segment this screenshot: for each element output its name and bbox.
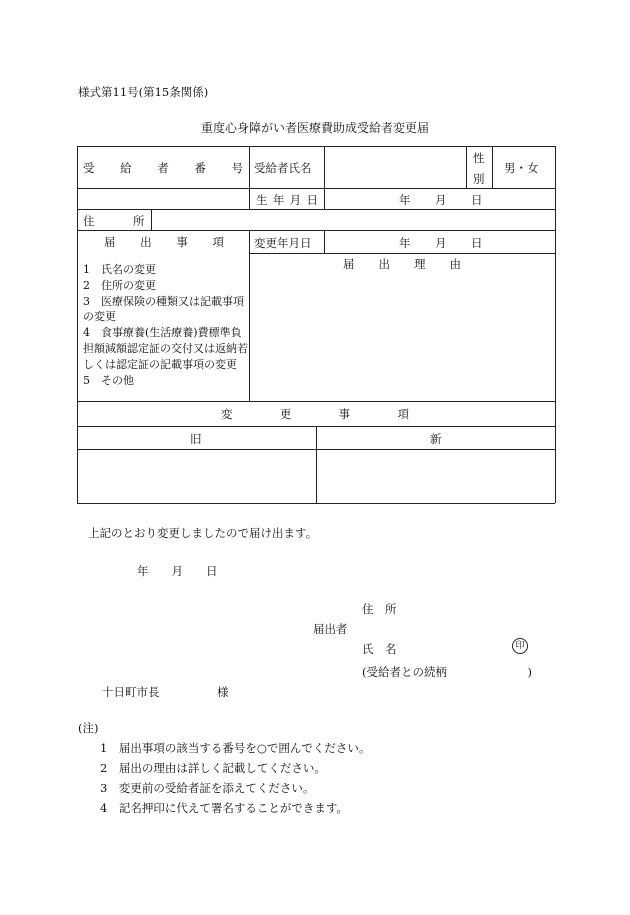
sex-label-bottom: 別 (473, 172, 485, 186)
reason-label (343, 256, 461, 272)
label-char: 生 (256, 193, 268, 207)
applicant-name: 氏 名 (362, 642, 397, 656)
table-line (324, 146, 325, 209)
label-char: 出 (378, 257, 390, 271)
label-char: 出 (140, 235, 152, 249)
table-border-left (77, 146, 78, 503)
table-line (249, 253, 555, 254)
change-date-month: 月 (435, 236, 447, 250)
submission-date: 年 月 日 (137, 564, 218, 578)
label-char: 受 (83, 161, 95, 175)
table-line (492, 146, 493, 188)
change-date-label: 変更年月日 (254, 236, 312, 250)
table-line (324, 230, 325, 253)
table-line (466, 146, 467, 188)
notification-items-list (83, 262, 248, 388)
table-border-top (77, 146, 555, 147)
label-char: 由 (449, 257, 461, 271)
table-line (77, 401, 555, 402)
note-item: 4 記名押印に代えて署名することができます。 (100, 801, 348, 815)
list-item[interactable]: 3 医療保険の種類又は記載事項の変更 (83, 294, 244, 324)
label-char: 届 (343, 257, 355, 271)
table-line (151, 209, 152, 230)
new-label: 新 (430, 432, 442, 446)
addressee: 十日町市長 様 (102, 685, 229, 699)
table-line (77, 209, 555, 210)
applicant-address: 住 所 (362, 602, 397, 616)
note-item: 3 変更前の受給者証を添えてください。 (100, 781, 315, 795)
list-item[interactable]: 5 その他 (83, 373, 134, 387)
label-char: 届 (104, 235, 116, 249)
label-char: 変 (221, 407, 233, 421)
applicant-label: 届出者 (313, 622, 348, 636)
label-char: 事 (176, 235, 188, 249)
changes-label (221, 406, 409, 422)
notification-items-label (104, 234, 224, 250)
change-date-day: 日 (471, 236, 483, 250)
relation-to-recipient: (受給者との続柄 ) (362, 665, 532, 679)
birthdate-month: 月 (435, 193, 447, 207)
label-char: 項 (397, 407, 409, 421)
label-char: 給 (120, 161, 132, 175)
birthdate-label (256, 192, 318, 208)
recipient-name-label: 受給者氏名 (254, 161, 312, 175)
label-char: 番 (194, 161, 206, 175)
table-line (249, 146, 250, 209)
label-char: 日 (306, 193, 318, 207)
table-border-bottom (77, 503, 555, 504)
notes-heading: (注) (78, 721, 99, 735)
note-item: 2 届出の理由は詳しく記載してください。 (100, 761, 326, 775)
sex-value: 男・女 (504, 161, 539, 175)
old-label: 旧 (190, 432, 202, 446)
label-char: 年 (272, 193, 285, 207)
address-label-1: 住 (83, 214, 95, 228)
table-line (316, 426, 317, 503)
label-char: 月 (289, 193, 302, 207)
birthdate-day: 日 (471, 193, 483, 207)
list-item[interactable]: 1 氏名の変更 (83, 263, 156, 276)
label-char: 理 (414, 257, 426, 271)
label-char: 項 (212, 235, 224, 249)
list-item[interactable]: 4 食事療養(生活療養)費標準負担額減額認定証の交付又は返納若しくは認定証の記載事項の変更 (83, 326, 248, 371)
label-char: 更 (279, 407, 292, 421)
birthdate-year: 年 (399, 193, 411, 207)
declaration-statement: 上記のとおり変更しましたので届け出ます。 (88, 526, 318, 540)
seal-mark: 印 (512, 638, 528, 654)
form-title: 重度心身障がい者医療費助成受給者変更届 (200, 121, 429, 135)
label-char: 事 (338, 407, 351, 421)
recipient-number-label (83, 160, 243, 176)
list-item[interactable]: 2 住所の変更 (83, 278, 156, 292)
sex-label-top: 性 (473, 151, 485, 165)
change-date-year: 年 (399, 236, 411, 250)
note-item: 1 届出事項の該当する番号を○で囲んでください。 (100, 741, 371, 755)
label-char: 者 (157, 161, 169, 175)
label-char: 号 (231, 161, 243, 175)
form-number: 様式第11号(第15条関係) (78, 85, 209, 99)
table-line (77, 230, 555, 231)
table-line (77, 188, 555, 189)
table-border-right (555, 146, 556, 503)
address-label-2: 所 (133, 214, 145, 228)
table-line (249, 230, 250, 401)
